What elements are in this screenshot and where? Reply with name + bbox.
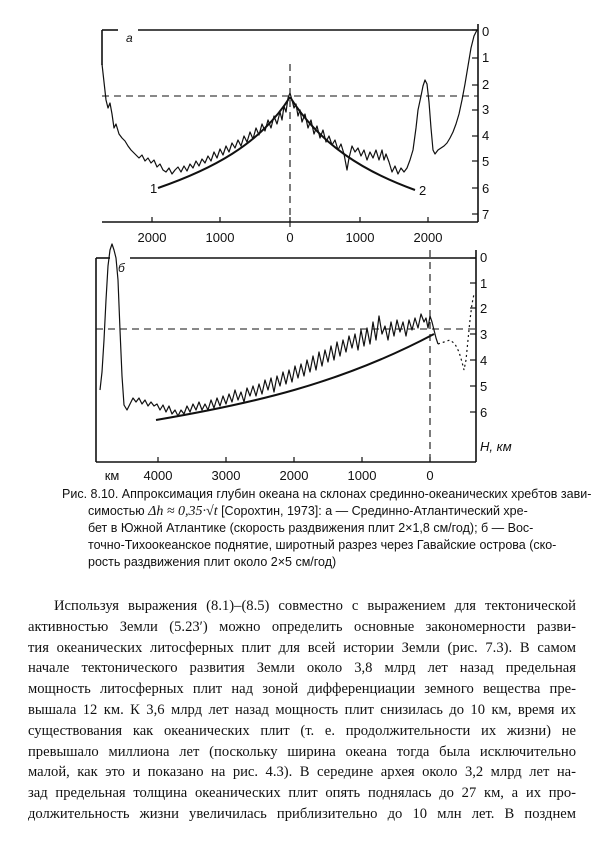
panel-b-ytick-2: 2 xyxy=(480,301,488,316)
caption-line-3: бет в Южной Атлантике (скорость раздвижения плит 2×1,8 см/год); б — Вос- xyxy=(88,521,534,535)
panel-a-ytick-1: 1 xyxy=(482,50,490,65)
panel-a-ytick-4: 4 xyxy=(482,128,490,143)
panel-a-ytick-6: 6 xyxy=(482,181,490,196)
panel-b-xunit: км xyxy=(104,468,120,483)
panel-b xyxy=(96,244,512,483)
body-line-4: начале тектонического развития Земли около 3,8 млрд лет назад предельная xyxy=(28,660,576,677)
panel-b-ytick-1: 1 xyxy=(480,276,488,291)
caption-line-2-end: [Сорохтин, 1973]: а — Срединно-Атлантический хре- xyxy=(217,504,528,518)
panel-b-axis-label: H, км xyxy=(480,439,512,454)
panel-a xyxy=(102,24,489,245)
panel-a-xtick-2: 0 xyxy=(286,230,294,245)
panel-a-xtick-1: 1000 xyxy=(205,230,235,245)
panel-b-dotted-profile xyxy=(438,294,474,370)
body-line-9: малой, как это и показано на рис. 4.3). В середине архея около 3,2 млрд лет на- xyxy=(28,764,576,781)
panel-b-xtick-1: 3000 xyxy=(211,468,241,483)
body-line-11: должительность жизни увеличилась приблизительно до 10 млн лет. В позднем xyxy=(28,805,576,822)
body-paragraph xyxy=(28,596,576,825)
caption-line-2-start: симостью xyxy=(88,504,145,518)
panel-b-xtick-3: 1000 xyxy=(347,468,377,483)
body-line-5: мощность литосферных плит над зоной дифференциации земного вещества пре- xyxy=(28,681,576,698)
panel-b-ytick-4: 4 xyxy=(480,353,488,368)
figure-caption xyxy=(62,486,592,571)
panel-a-xtick-3: 1000 xyxy=(345,230,375,245)
panel-a-ytick-5: 5 xyxy=(482,154,490,169)
panel-b-xtick-4: 0 xyxy=(426,468,434,483)
panel-b-ytick-5: 5 xyxy=(480,379,488,394)
panel-a-curve-label-2: 2 xyxy=(419,183,427,198)
panel-a-xtick-0: 2000 xyxy=(137,230,167,245)
panel-a-curve-label-1: 1 xyxy=(150,181,158,196)
panel-b-ytick-3: 3 xyxy=(480,327,488,342)
body-line-7: существования как океанических плит (т. е. продолжительности их жизни) не xyxy=(28,722,576,739)
body-line-1: Используя выражения (8.1)–(8.5) совместно с выражением для тектонической xyxy=(54,598,576,614)
caption-formula: Δh ≈ 0,35·√t xyxy=(148,504,218,519)
body-line-6: вышала 12 км. К 3,6 млрд лет назад мощность плит снизилась до 10 км, время их xyxy=(28,701,576,718)
caption-line-5: рость раздвижения плит около 2×5 см/год) xyxy=(88,555,337,569)
caption-line-4: точно-Тихоокеанское поднятие, широтный разрез через Гавайские острова (ско- xyxy=(88,538,557,552)
caption-line-2 xyxy=(62,503,582,520)
panel-b-xtick-0: 4000 xyxy=(143,468,173,483)
panel-b-label: б xyxy=(118,261,125,275)
body-line-3: тия океанических литосферных плит для всей истории Земли (рис. 7.3). В самом xyxy=(28,639,576,656)
body-line-8: превышало миллиона лет (поскольку ширина океана тогда была исключительно xyxy=(28,743,576,760)
caption-line-1: Рис. 8.10. Аппроксимация глубин океана на склонах срединно-океанических хребтов зави- xyxy=(62,487,592,501)
panel-b-depth-profile xyxy=(100,244,438,416)
panel-a-ytick-0: 0 xyxy=(482,24,490,39)
panel-a-theory-curve-1 xyxy=(158,97,290,188)
panel-b-ytick-6: 6 xyxy=(480,405,488,420)
panel-a-xtick-4: 2000 xyxy=(413,230,443,245)
panel-b-xtick-2: 2000 xyxy=(279,468,309,483)
panel-a-ytick-2: 2 xyxy=(482,77,490,92)
panel-a-ytick-3: 3 xyxy=(482,102,490,117)
body-line-2: активностью Земли (5.23′) можно определить основные закономерности разви- xyxy=(28,618,576,635)
panel-a-ytick-7: 7 xyxy=(482,207,490,222)
body-line-10: зад предельная толщина океанических плит опять поднялась до 27 км, а их про- xyxy=(28,785,576,802)
panel-a-theory-curve-2 xyxy=(290,97,415,190)
panel-a-label: а xyxy=(126,31,133,45)
panel-b-ytick-0: 0 xyxy=(480,250,488,265)
